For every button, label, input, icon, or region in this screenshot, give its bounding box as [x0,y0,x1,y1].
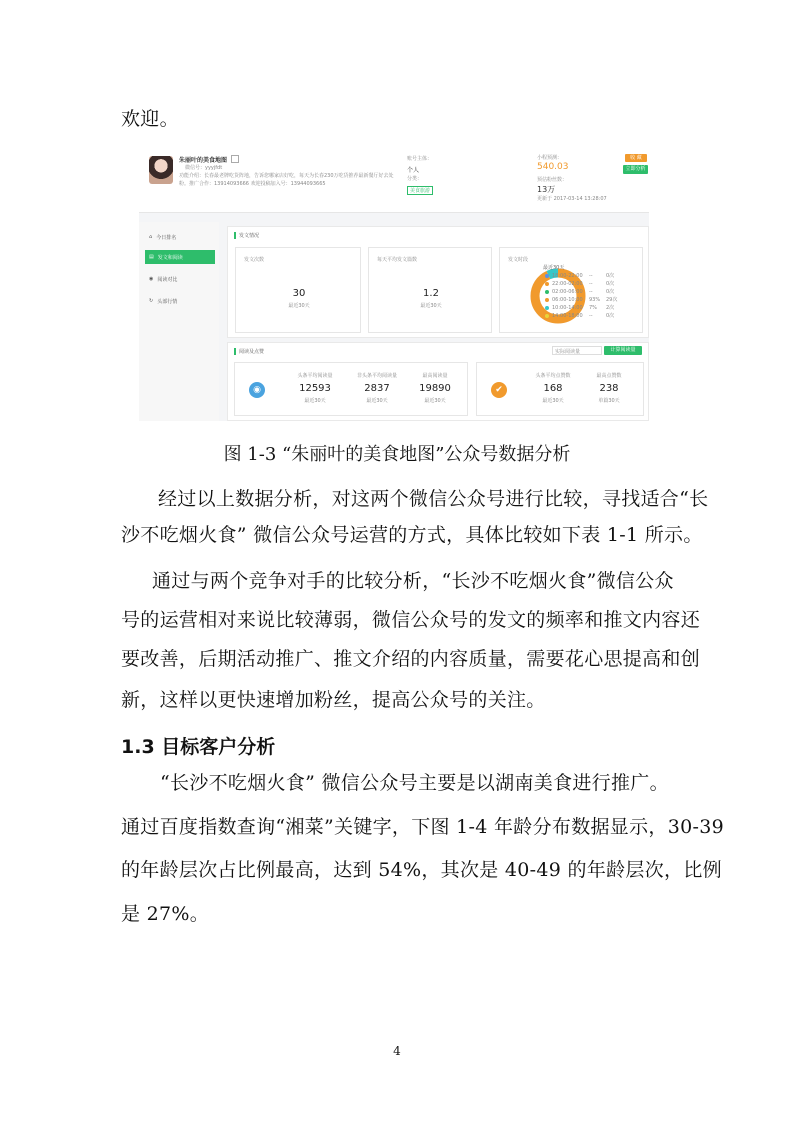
article-icon: ▤ [149,254,154,260]
para1-line1: 经过以上数据分析，对这两个微信公众号进行比较，寻找适合“长 [158,488,709,510]
legend-row [545,272,614,279]
stat-value: 19890 [419,383,451,394]
legend-dot [545,314,549,318]
stat-value: 2837 [364,383,390,394]
card-title: 发文次数 [244,257,265,263]
followers-value: 13万 [537,185,556,194]
section-heading: 1.3 目标客户分析 [121,736,276,758]
figure-screenshot [139,146,649,421]
card-value: 1.2 [423,288,439,299]
legend-pct: -- [589,312,593,319]
analyze-button[interactable]: 立即分析 [623,165,648,174]
legend-range: 22:00-02:00 [552,280,583,287]
home-icon: ⌂ [149,234,153,240]
para3-line4: 是 27%。 [121,903,210,925]
card-title: 每天平均发文篇数 [377,257,418,263]
legend-range: 18:00-22:00 [552,272,583,279]
reads-panel [227,342,649,421]
likes-stat-max [579,363,639,417]
legend-count: 0次 [606,273,615,279]
stat-sub: 最近30天 [542,398,564,404]
stat-sub: 最近30天 [424,398,446,404]
stat-sub: 最近30天 [366,398,388,404]
card-sub: 最近30天 [288,303,310,309]
stat-value: 12593 [299,383,331,394]
para2-line4: 新，这样以更快速增加粉丝，提高公众号的关注。 [121,689,546,711]
category-tag[interactable]: 美食旅游 [407,186,433,195]
para2-line1: 通过与两个竞争对手的比较分析，“长沙不吃烟火食”微信公众 [152,570,674,592]
legend-pct: 93% [589,296,601,303]
legend-count: 2次 [606,305,615,311]
legend-range: 06:00-10:00 [552,296,583,303]
para1-line2: 沙不吃烟火食” 微信公众号运营的方式，具体比较如下表 1-1 所示。 [121,524,703,546]
legend-pct: -- [589,288,593,295]
legend-range: 10:00-14:00 [552,304,583,311]
legend-row [545,288,614,295]
legend-dot [545,290,549,294]
page-number: 4 [393,1044,401,1058]
qrcode-icon[interactable] [231,155,239,163]
card-daily-posts [368,247,492,333]
calc-reads-button[interactable]: 计算阅读量 [604,346,642,355]
account-type-value: 个人 [407,167,420,174]
stat-title: 头条平均点赞数 [535,373,571,379]
stat-sub: 最近30天 [304,398,326,404]
estimate-label: 小程预测： [537,155,563,161]
account-desc-1: 功能介绍：长春最老牌吃货阵地，告诉您哪家店好吃，每天为长春230万吃货推荐最新餐厅好去处 [179,173,394,179]
reads-stat-headline [285,363,345,417]
stat-title: 头条平均阅读量 [297,373,333,379]
sidebar-item-reading[interactable]: ◉ 阅读对比 [149,276,178,283]
sidebar-item-ranking[interactable]: ⌂ 今日排名 [149,234,177,241]
reads-card [234,362,468,416]
followers-label: 预估粉丝数： [537,177,568,183]
stat-title: 非头条平均阅读量 [356,373,397,379]
read-count-input[interactable] [552,346,602,355]
legend-count: 29次 [606,297,618,303]
section-title-reads: 阅读及点赞 [234,348,264,355]
legend-row [545,280,614,287]
sidebar-item-articles[interactable]: ▤ 发文和阅读 [145,250,215,264]
para3-line3: 的年龄层次占比例最高，达到 54%，其次是 40-49 的年龄层次，比例 [121,859,722,881]
account-header [139,146,649,213]
wechat-id: 微信号：yyyjfdt [185,165,223,171]
stat-title: 最高阅读量 [422,373,448,379]
para2-line3: 要改善，后期活动推广、推文介绍的内容质量，需要花心思提高和创 [121,648,701,670]
collect-button[interactable]: 收 藏 [625,154,647,162]
stat-value: 168 [543,383,563,394]
sidebar-item-market[interactable]: ↻ 头部行情 [149,298,178,305]
stat-value: 238 [599,383,619,394]
legend-count: 0次 [606,313,615,319]
account-desc-2: 粉。推广合作：13914093666 欢迎投稿加入号：13944093665 [179,181,326,187]
sidebar [139,222,219,421]
para3-line1: “长沙不吃烟火食” 微信公众号主要是以湖南美食进行推广。 [160,772,669,794]
section-title-posting: 发文情况 [234,232,259,239]
legend-count: 0次 [606,289,615,295]
legend-dot [545,282,549,286]
eye-icon: ◉ [149,276,154,282]
card-title: 发文时段 [508,257,529,263]
likes-card [476,362,644,416]
legend-range: 02:00-06:00 [552,288,583,295]
thumbs-up-icon: ✔ [491,382,507,398]
input-placeholder: 实际阅读量 [555,349,581,355]
legend-range: 14:00-18:00 [552,312,583,319]
update-time: 更新于 2017-03-14 13:28:07 [537,196,607,202]
estimate-value: 540.03 [537,162,569,172]
legend-dot [545,306,549,310]
card-post-count [235,247,361,333]
legend-pct: -- [589,272,593,279]
stat-sub: 单篇30天 [598,398,620,404]
legend-pct: 7% [589,304,597,311]
eye-icon: ◉ [249,382,265,398]
likes-stat-avg [523,363,583,417]
legend-dot [545,274,549,278]
stat-title: 最高点赞数 [596,373,622,379]
legend-count: 0次 [606,281,615,287]
card-value: 30 [292,288,306,299]
legend-dot [545,298,549,302]
legend-row [545,296,617,303]
legend-row [545,312,614,319]
category-label: 分类： [407,176,423,182]
legend-pct: -- [589,280,593,287]
account-name: 朱丽叶的美食地图 [179,157,228,164]
para3-line2: 通过百度指数查询“湘菜”关键字，下图 1-4 年龄分布数据显示，30-39 [121,816,724,838]
intro-text: 欢迎。 [121,108,179,130]
reads-stat-nonheadline [347,363,407,417]
account-type-label: 账号主体： [407,156,433,162]
account-avatar [149,156,173,184]
refresh-icon: ↻ [149,298,154,304]
reads-stat-max [405,363,465,417]
para2-line2: 号的运营相对来说比较薄弱，微信公众号的发文的频率和推文内容还 [121,609,701,631]
card-sub: 最近30天 [420,303,442,309]
figure-caption: 图 1-3 “朱丽叶的美食地图”公众号数据分析 [223,444,571,465]
legend-title: 最近30天 [543,265,565,271]
legend-row [545,304,614,311]
